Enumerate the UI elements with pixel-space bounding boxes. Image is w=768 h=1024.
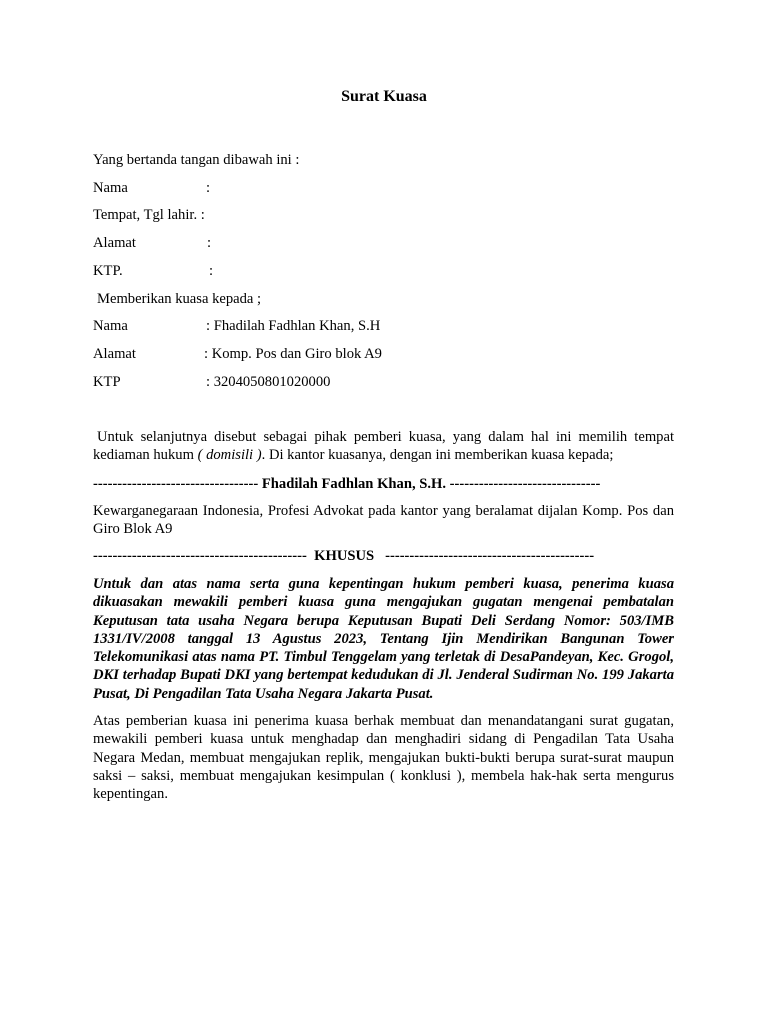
grantee-alamat-value: : Komp. Pos dan Giro blok A9 <box>204 346 382 362</box>
paragraph-domicile <box>93 428 674 465</box>
grantee-alamat-label: Alamat <box>93 346 136 362</box>
grantee-name-bold: Fhadilah Fadhlan Khan, S.H. <box>261 476 447 492</box>
paragraph-rights: Atas pemberian kuasa ini penerima kuasa berhak membuat dan menandatangani surat gugatan, mewakili pemberi kuasa untuk menghadap dan menghadiri sidang di Pengadilan Tata Usaha Negara Medan, membuat mengajukan replik, mengajukan bukti-bukti berupa surat-surat maupun saksi – saksi, membuat mengajukan kesimpulan ( konklusi ), membela hak-hak serta mengurus kepentingan. <box>93 713 674 803</box>
khusus-dashes-right: ------------------------------------------- <box>385 548 595 564</box>
grantee-ktp-label: KTP <box>93 374 121 390</box>
intro-line: Yang bertanda tangan dibawah ini : <box>93 152 300 168</box>
khusus-heading: KHUSUS <box>314 548 375 564</box>
paragraph-citizenship: Kewarganegaraan Indonesia, Profesi Advokat pada kantor yang beralamat dijalan Komp. Pos dan Giro Blok A9 <box>93 503 674 538</box>
name-dashes-left: ---------------------------------- <box>93 476 259 492</box>
grant-line: Memberikan kuasa kepada ; <box>97 291 262 307</box>
grantee-nama-value: : Fhadilah Fadhlan Khan, S.H <box>206 318 381 334</box>
grantee-ktp-value: : 3204050801020000 <box>206 374 331 390</box>
document-title: Surat Kuasa <box>341 88 427 105</box>
paragraph-domicile-part-b: . Di kantor kuasanya, dengan ini memberikan kuasa kepada; <box>261 447 614 464</box>
khusus-separator-line <box>93 547 594 565</box>
khusus-dashes-left: -------------------------------------------- <box>93 548 307 564</box>
grantor-nama-colon: : <box>206 180 211 196</box>
grantor-ttl-label: Tempat, Tgl lahir. : <box>93 207 205 223</box>
grantor-ktp-label: KTP. <box>93 263 123 279</box>
grantor-alamat-label: Alamat <box>93 235 136 251</box>
grantor-nama-label: Nama <box>93 180 128 196</box>
grantee-nama-label: Nama <box>93 318 128 334</box>
grantor-alamat-colon: : <box>207 235 212 251</box>
paragraph-domicile-part-a: Untuk selanjutnya disebut sebagai pihak pemberi kuasa, yang dalam hal ini memilih tempat kediaman hukum <box>93 429 674 464</box>
name-dashes-right: ------------------------------- <box>449 476 601 492</box>
domisili-italic: ( domisili ) <box>197 447 262 464</box>
paragraph-mandate: Untuk dan atas nama serta guna kepentingan hukum pemberi kuasa, penerima kuasa dikuasakan mewakili pemberi kuasa guna mengajukan gugatan mengenai pembatalan Keputusan tata usaha Negara berupa Keputusan Bupati Deli Serdang Nomor: 503/IMB 1331/IV/2008 tanggal 13 Agustus 2023, Tentang Ijin Mendirikan Bangunan Tower Telekomunikasi atas nama PT. Timbul Tenggelam yang terletak di DesaPandeyan, Kec. Grogol, DKI terhadap Bupati DKI yang bertempat kedudukan di Jl. Jenderal Sudirman No. 199 Jakarta Pusat, Di Pengadilan Tata Usaha Negara Jakarta Pusat. <box>93 576 674 702</box>
grantor-ktp-colon: : <box>209 263 214 279</box>
name-separator-line <box>93 475 600 493</box>
